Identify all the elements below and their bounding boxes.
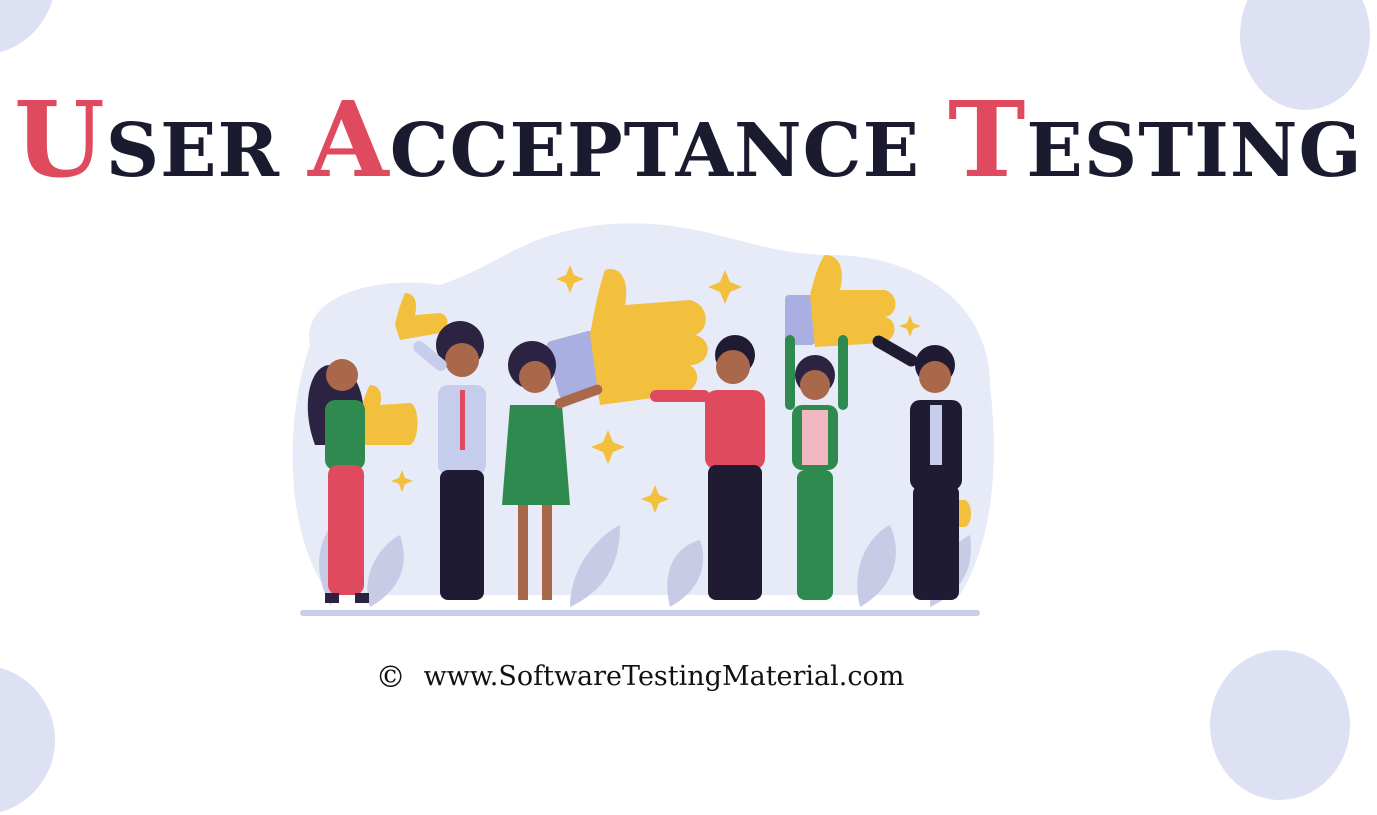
thumbs-up-people-illustration [270, 215, 1010, 625]
copyright-icon: © [375, 660, 406, 695]
corner-decoration-top-left [0, 0, 55, 55]
title-word-testing: TESTING [947, 78, 1363, 201]
page-title [0, 78, 1363, 201]
footer [0, 660, 1280, 695]
ground-line [300, 610, 980, 616]
website-url[interactable]: www.SoftwareTestingMaterial.com [423, 661, 905, 692]
title-word-user: USER [14, 78, 281, 201]
title-word-acceptance: ACCEPTANCE [308, 78, 920, 201]
